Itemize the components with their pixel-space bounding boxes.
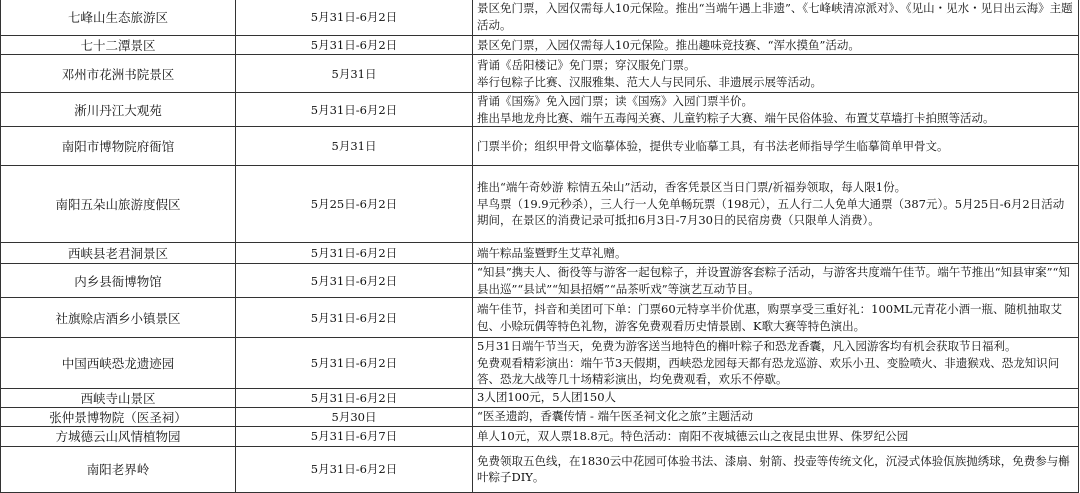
date-cell: 5月30日 bbox=[236, 407, 473, 426]
activity-cell bbox=[473, 166, 1079, 243]
table-row bbox=[1, 338, 1079, 389]
activity-line: 门票半价；组织甲骨文临摹体验，提供专业临摹工具，有书法老师指导学生临摹简单甲骨文。 bbox=[477, 138, 949, 153]
date-cell: 5月31日-6月2日 bbox=[236, 446, 473, 492]
activity-cell bbox=[473, 127, 1079, 166]
table-row bbox=[1, 0, 1079, 36]
activity-cell bbox=[473, 36, 1079, 55]
date-cell: 5月31日-6月2日 bbox=[236, 298, 473, 338]
venue-cell: 邓州市花洲书院景区 bbox=[1, 55, 236, 93]
table-row bbox=[1, 93, 1079, 127]
table-row bbox=[1, 426, 1079, 446]
activity-line: 5月31日端午节当天，免费为游客送当地特色的槲叶粽子和恐龙香囊，凡入园游客均有机会获取节日福利。 bbox=[477, 339, 1017, 353]
activity-line: 推出旱地龙舟比赛、端午五毒闯关赛、儿童钓粽子大赛、端午民俗体验、布置艾草墙打卡拍照等活动。 bbox=[477, 110, 995, 125]
activity-line: 背诵《岳阳楼记》免门票；穿汉服免门票。 bbox=[477, 58, 696, 72]
activity-line: 免费领取五色线，在1830云中花园可体验书法、漆扇、射箭、投壶等传统文化，沉浸式体验佤族抛绣球，免费参与槲叶粽子DIY。 bbox=[477, 453, 1070, 484]
venue-cell: 七十二潭景区 bbox=[1, 36, 236, 55]
activity-cell bbox=[473, 446, 1079, 492]
activity-line: 举行包粽子比赛、汉服雅集、范大人与民同乐、非遗展示展等活动。 bbox=[477, 74, 822, 89]
activity-cell bbox=[473, 264, 1079, 298]
table-row bbox=[1, 264, 1079, 298]
activity-line: “知县”携夫人、衙役等与游客一起包粽子，并设置游客套粽子活动，与游客共度端午佳节。端午节推出“知县审案”“知县出巡”“县试”“知县招婿”“品茶听戏”等演艺互动节目。 bbox=[477, 265, 1070, 296]
activity-cell bbox=[473, 93, 1079, 127]
venue-cell: 中国西峡恐龙遗迹园 bbox=[1, 338, 236, 389]
venue-cell: 张仲景博物院（医圣祠） bbox=[1, 407, 236, 426]
activity-line: 3人团100元，5人团150人 bbox=[477, 390, 617, 405]
activity-line: “医圣遗韵，香囊传情 - 端午医圣祠文化之旅”主题活动 bbox=[477, 409, 753, 424]
date-cell: 5月31日-6月2日 bbox=[236, 264, 473, 298]
activity-cell bbox=[473, 388, 1079, 407]
table-row bbox=[1, 166, 1079, 243]
venue-cell: 西峡县老君洞景区 bbox=[1, 243, 236, 264]
activity-cell bbox=[473, 0, 1079, 36]
table-row bbox=[1, 55, 1079, 93]
table-row bbox=[1, 36, 1079, 55]
date-cell: 5月31日-6月2日 bbox=[236, 388, 473, 407]
date-cell: 5月31日-6月2日 bbox=[236, 338, 473, 389]
activity-cell bbox=[473, 298, 1079, 338]
table-row bbox=[1, 243, 1079, 264]
table-row bbox=[1, 298, 1079, 338]
date-cell: 5月25日-6月2日 bbox=[236, 166, 473, 243]
activity-cell bbox=[473, 338, 1079, 389]
venue-cell: 社旗赊店酒乡小镇景区 bbox=[1, 298, 236, 338]
venue-cell: 南阳五朵山旅游度假区 bbox=[1, 166, 236, 243]
activity-line: 免费观看精彩演出：端午节3天假期，西峡恐龙园每天都有恐龙巡游、欢乐小丑、变脸喷火、非遗猴戏、恐龙知识问答、恐龙大战等几十场精彩演出，均免费观看，欢乐不停歇。 bbox=[477, 355, 1060, 386]
activity-line: 早鸟票（19.9元秒杀），三人行一人免单畅玩票（198元），五人行二人免单大通票（387元）。5月25日-6月2日活动期间，在景区的消费记录可抵扣6月3日-7月30日的民宿房费（只限单人消费）。 bbox=[477, 196, 1065, 228]
venue-cell: 七峰山生态旅游区 bbox=[1, 0, 236, 36]
activity-line: 单人10元，双人票18.8元。特色活动：南阳不夜城德云山之夜昆虫世界、侏罗纪公园 bbox=[477, 428, 909, 443]
activity-line: 景区免门票，入园仅需每人10元保险。推出“当端午遇上非遗”、《七峰峡清凉派对》、《见山・见水・见日出云海》主题活动。 bbox=[477, 1, 1073, 32]
activity-line: 端午佳节，抖音和美团可下单：门票60元特享半价优惠，购票享受三重好礼：100ML元青花小酒一瓶、随机抽取艾包、小赊玩偶等特色礼物，游客免费观看历史情景剧、K歌大赛等特色演出。 bbox=[477, 302, 1062, 333]
activity-line: 推出“端午奇妙游 粽情五朵山”活动，香客凭景区当日门票/祈福券领取，每人限1份。 bbox=[477, 180, 907, 195]
date-cell: 5月31日-6月2日 bbox=[236, 36, 473, 55]
table-row bbox=[1, 407, 1079, 426]
table-row bbox=[1, 127, 1079, 166]
venue-cell: 西峡寺山景区 bbox=[1, 388, 236, 407]
activity-line: 背诵《国殇》免入园门票；读《国殇》入园门票半价。 bbox=[477, 94, 753, 108]
activity-cell bbox=[473, 55, 1079, 93]
venue-cell: 南阳老界岭 bbox=[1, 446, 236, 492]
venue-cell: 内乡县衙博物馆 bbox=[1, 264, 236, 298]
date-cell: 5月31日-6月2日 bbox=[236, 243, 473, 264]
activity-line: 端午粽品鉴暨野生艾草礼赠。 bbox=[477, 245, 627, 260]
activity-line: 景区免门票，入园仅需每人10元保险。推出趣味竞技赛、“浑水摸鱼”活动。 bbox=[477, 37, 860, 52]
table-row bbox=[1, 446, 1079, 492]
date-cell: 5月31日-6月7日 bbox=[236, 426, 473, 446]
venue-cell: 方城德云山风情植物园 bbox=[1, 426, 236, 446]
venue-cell: 淅川丹江大观苑 bbox=[1, 93, 236, 127]
activity-cell bbox=[473, 426, 1079, 446]
date-cell: 5月31日 bbox=[236, 55, 473, 93]
date-cell: 5月31日-6月2日 bbox=[236, 93, 473, 127]
activity-cell bbox=[473, 243, 1079, 264]
venue-cell: 南阳市博物院府衙馆 bbox=[1, 127, 236, 166]
date-cell: 5月31日 bbox=[236, 127, 473, 166]
table-row bbox=[1, 388, 1079, 407]
activity-cell bbox=[473, 407, 1079, 426]
date-cell: 5月31日-6月2日 bbox=[236, 0, 473, 36]
